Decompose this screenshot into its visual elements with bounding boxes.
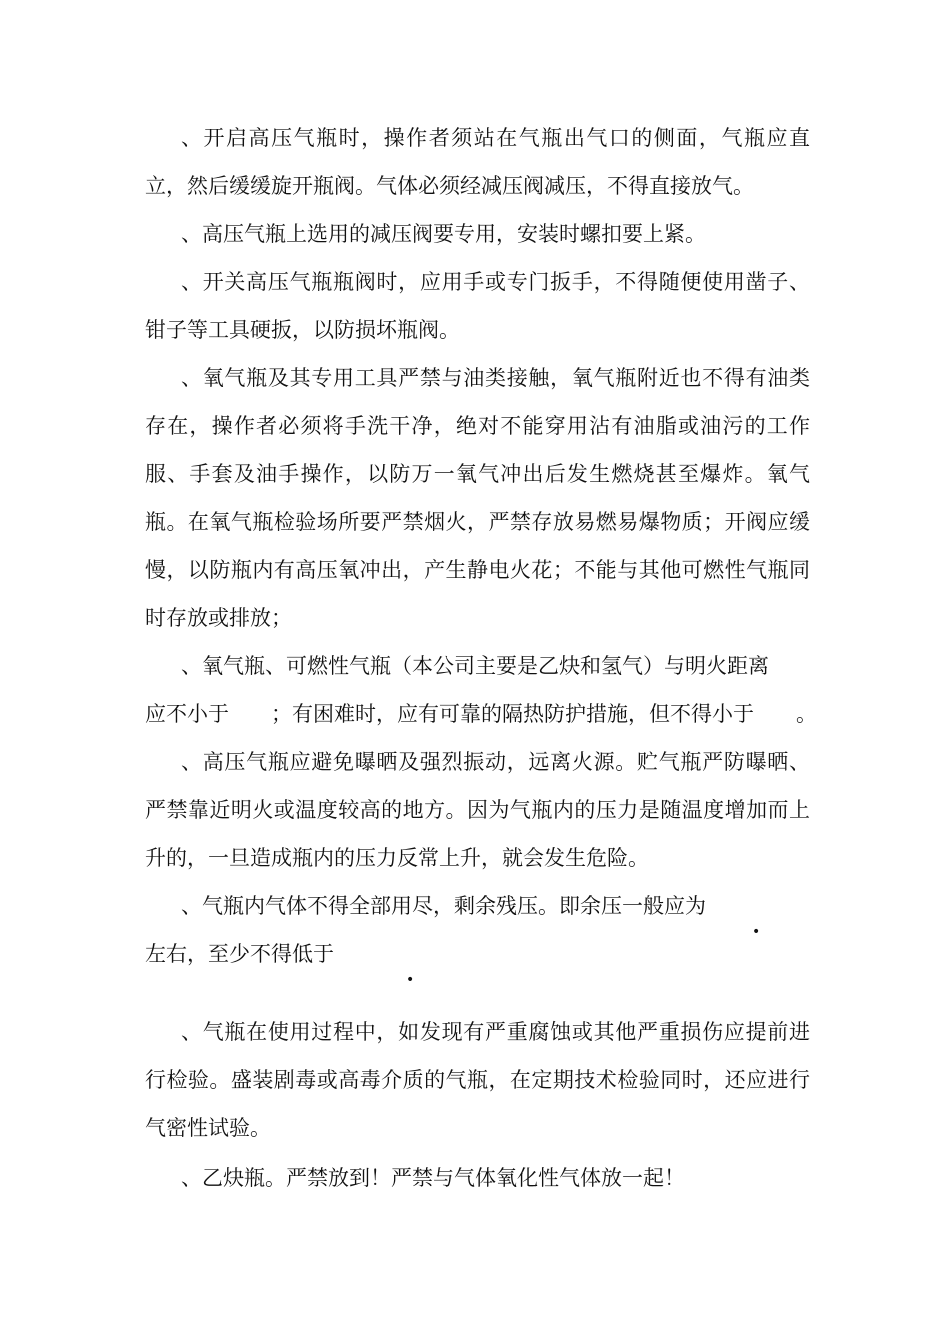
paragraph-residual-pressure: 、气瓶内气体不得全部用尽，剩余残压。即余压一般应为 [181, 894, 706, 918]
paragraph-flame-distance: 、氧气瓶、可燃性气瓶（本公司主要是乙炔和氢气）与明火距离 [181, 654, 769, 678]
blank-bullet-marker: • [406, 972, 415, 988]
paragraph-pressure-reducer: 、高压气瓶上选用的减压阀要专用，安装时螺扣要上紧。 [181, 222, 706, 246]
paragraph-cylinder-opening: 、开启高压气瓶时，操作者须站在气瓶出气口的侧面，气瓶应直立，然后缓缓旋开瓶阀。气体必须经减压阀减压，不得直接放气。 [145, 126, 810, 198]
paragraph-sun-exposure: 、高压气瓶应避免曝晒及强烈振动，远离火源。贮气瓶严防曝晒、严禁靠近明火或温度较高的地方。因为气瓶内的压力是随温度增加而上升的，一旦造成瓶内的压力反常上升，就会发生危险。 [145, 750, 810, 870]
paragraph-residual-pressure-continued: 左右，至少不得低于 [145, 942, 334, 966]
paragraph-acetylene: 、乙炔瓶。严禁放到！严禁与气体氧化性气体放一起！ [181, 1166, 685, 1190]
paragraph-valve-operation: 、开关高压气瓶瓶阀时，应用手或专门扳手，不得随便使用凿子、钳子等工具硬扳，以防损坏瓶阀。 [145, 270, 810, 342]
paragraph-inspection: 、气瓶在使用过程中，如发现有严重腐蚀或其他严重损伤应提前进行检验。盛装剧毒或高毒介质的气瓶，在定期技术检验同时，还应进行气密性试验。 [145, 1020, 810, 1140]
blank-bullet-marker: • [752, 924, 761, 940]
paragraph-oxygen-cylinder: 、氧气瓶及其专用工具严禁与油类接触，氧气瓶附近也不得有油类存在，操作者必须将手洗干净，绝对不能穿用沾有油脂或油污的工作服、手套及油手操作，以防万一氧气冲出后发生燃烧甚至爆炸。氧气瓶。在氧气瓶检验场所要严禁烟火，严禁存放易燃易爆物质；开阀应缓慢，以防瓶内有高压氧冲出，产生静电火花；不能与其他可燃性气瓶同时存放或排放； [145, 366, 810, 630]
paragraph-flame-distance-continued: 应不小于 ；有困难时，应有可靠的隔热防护措施，但不得小于 。 [145, 702, 817, 726]
